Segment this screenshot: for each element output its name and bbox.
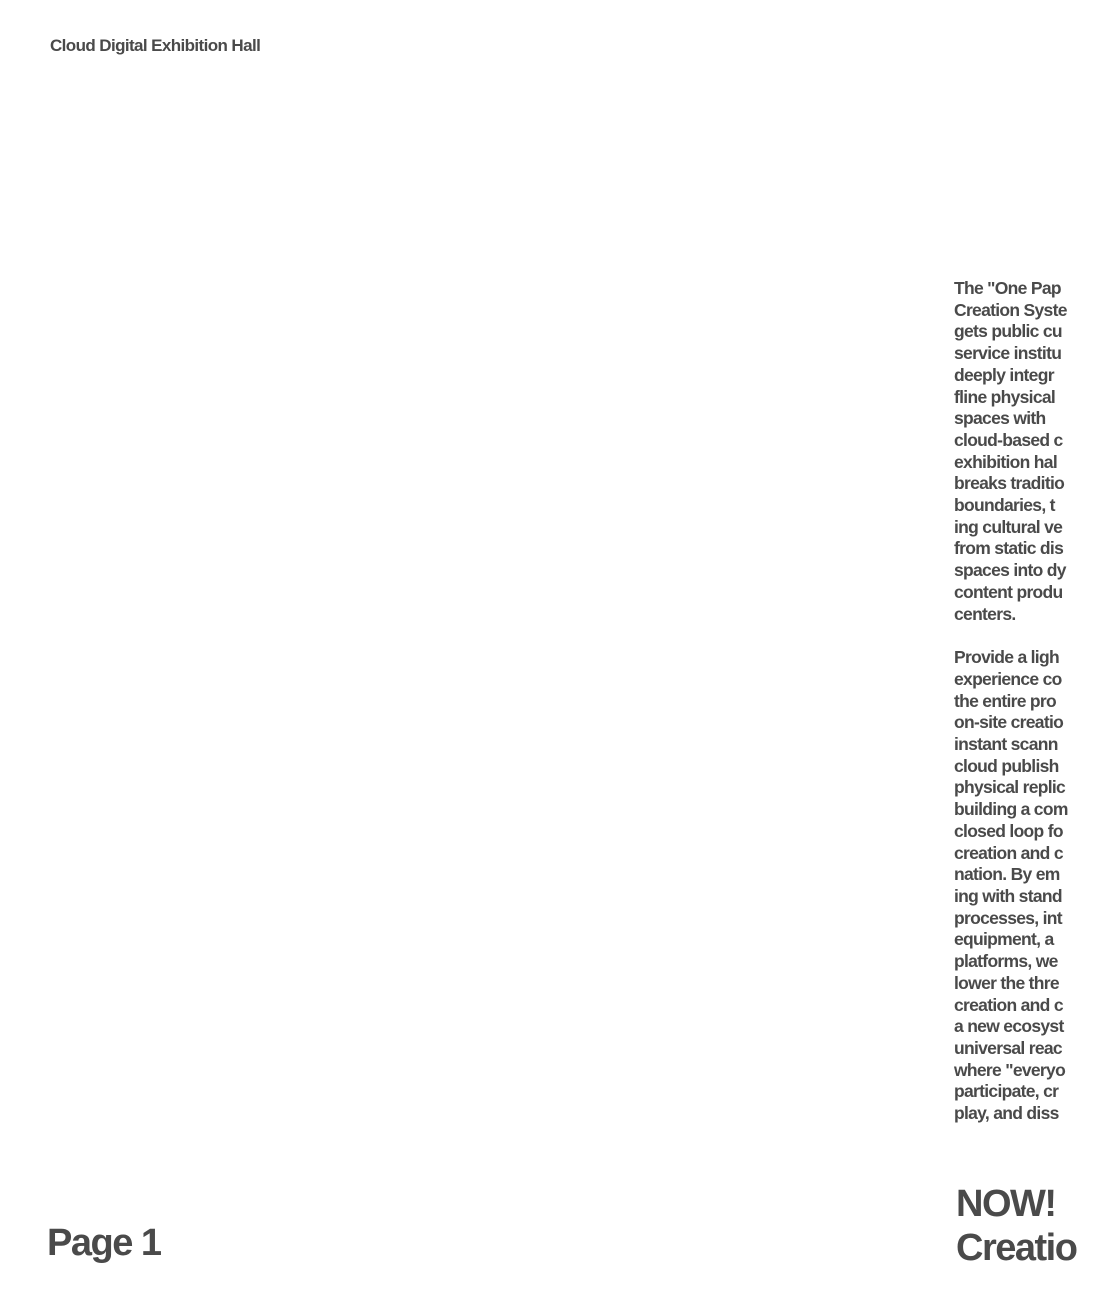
text-line: gets public cu [954, 321, 1062, 342]
text-line: a new ecosyst [954, 1016, 1064, 1037]
text-line: nation. By em [954, 864, 1060, 885]
text-line: boundaries, t [954, 495, 1055, 516]
text-line: building a com [954, 799, 1068, 820]
text-line: spaces with [954, 408, 1046, 429]
text-line: the entire pro [954, 690, 1057, 711]
text-line: experience co [954, 668, 1062, 689]
text-line: where "everyo [954, 1059, 1066, 1080]
page-number-label: Page 1 [47, 1222, 161, 1264]
text-line: from static dis [954, 538, 1064, 559]
text-line: service institu [954, 343, 1062, 364]
text-line: creation and c [954, 994, 1063, 1015]
paragraph-1 [954, 278, 1104, 625]
text-line: creation and c [954, 842, 1063, 863]
text-line: participate, cr [954, 1081, 1059, 1102]
paragraph-2 [954, 647, 1104, 1124]
text-line: spaces into dy [954, 560, 1066, 581]
headline-line: NOW! [956, 1183, 1056, 1225]
text-line: processes, int [954, 907, 1062, 928]
text-line: closed loop fo [954, 820, 1063, 841]
text-line: universal reac [954, 1037, 1062, 1058]
text-line: on-site creatio [954, 712, 1064, 733]
text-line: centers. [954, 603, 1016, 624]
headline-line: Creatio [956, 1227, 1077, 1269]
text-line: content produ [954, 581, 1063, 602]
text-line: ing with stand [954, 885, 1062, 906]
text-line: cloud-based c [954, 429, 1063, 450]
document-header-title: Cloud Digital Exhibition Hall [50, 36, 261, 55]
text-line: instant scann [954, 734, 1058, 755]
text-line: The "One Pap [954, 278, 1061, 298]
text-line: ing cultural ve [954, 516, 1063, 537]
text-line: cloud publish [954, 755, 1059, 776]
body-text-column [954, 278, 1104, 1125]
text-line: lower the thre [954, 972, 1059, 993]
text-line: Provide a ligh [954, 647, 1059, 668]
text-line: Creation Syste [954, 299, 1067, 320]
text-line: exhibition hal [954, 451, 1057, 472]
text-line: play, and diss [954, 1103, 1059, 1124]
headline [956, 1182, 1076, 1270]
text-line: deeply integr [954, 364, 1054, 385]
text-line: fline physical [954, 386, 1056, 407]
text-line: platforms, we [954, 951, 1058, 972]
text-line: breaks traditio [954, 473, 1065, 494]
text-line: physical replic [954, 777, 1066, 798]
text-line: equipment, a [954, 929, 1054, 950]
